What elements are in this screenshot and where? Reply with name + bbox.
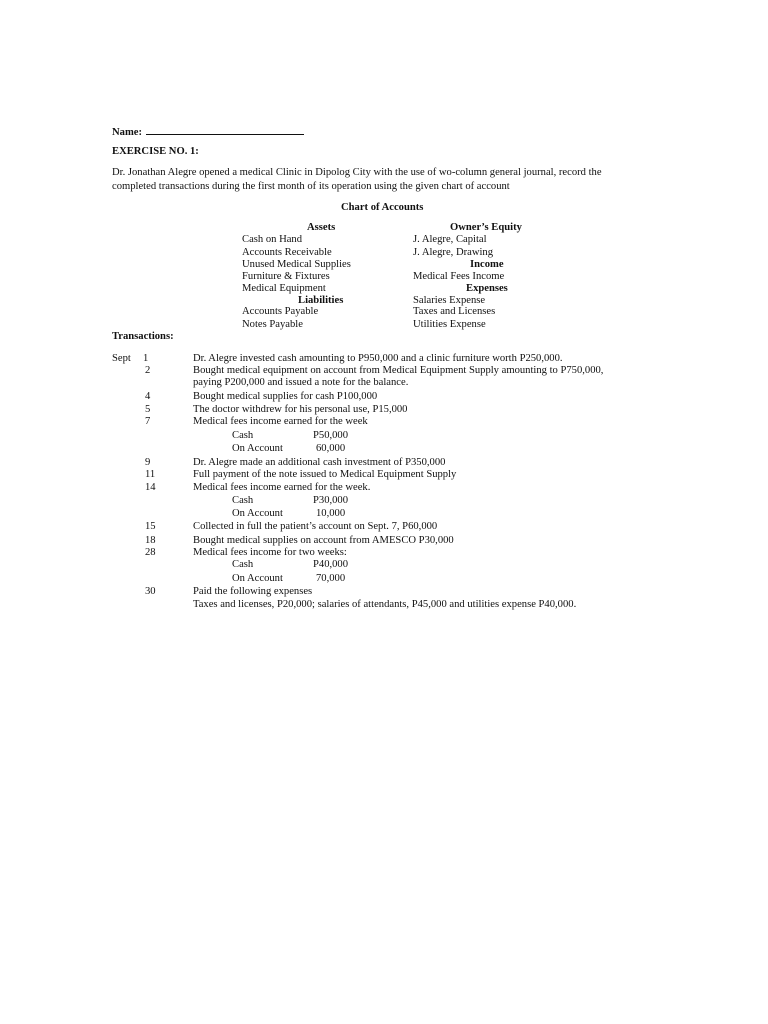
expense-item: Utilities Expense [413, 319, 486, 330]
exercise-title: EXERCISE NO. 1: [112, 146, 199, 157]
sub-amount: P50,000 [313, 430, 349, 441]
sub-label: Cash [232, 430, 254, 441]
transaction-text: Medical fees income for two weeks: [193, 547, 347, 558]
transaction-day: 2 [145, 365, 151, 376]
transaction-text: Dr. Alegre made an additional cash investment of P350,000 [193, 457, 446, 468]
liabilities-heading: Liabilities [298, 295, 344, 306]
transaction-text: paying P200,000 and issued a note for the balance. [193, 377, 409, 388]
transaction-text: Medical fees income earned for the week [193, 416, 368, 427]
transaction-day: 4 [145, 391, 151, 402]
sub-label: Cash [232, 495, 254, 506]
expense-item: Taxes and Licenses [413, 306, 496, 317]
transaction-text: Bought medical equipment on account from Medical Equipment Supply amounting to P750,000, [193, 365, 604, 376]
transaction-text: Paid the following expenses [193, 586, 313, 597]
equity-item: J. Alegre, Drawing [413, 247, 494, 258]
liability-item: Accounts Payable [242, 306, 319, 317]
name-label: Name: [112, 127, 143, 138]
transaction-text: Dr. Alegre invested cash amounting to P950,000 and a clinic furniture worth P250,000. [193, 353, 563, 364]
asset-item: Unused Medical Supplies [242, 259, 351, 270]
asset-item: Cash on Hand [242, 234, 303, 245]
sub-label: On Account [232, 508, 283, 519]
intro-line-1: Dr. Jonathan Alegre opened a medical Clinic in Dipolog City with the use of wo-column general journal, record the [112, 167, 602, 178]
sub-amount: P30,000 [313, 495, 349, 506]
transaction-text: Taxes and licenses, P20,000; salaries of attendants, P45,000 and utilities expense P40,000. [193, 599, 577, 610]
transaction-day: 1 [143, 353, 149, 364]
name-blank-line[interactable] [146, 125, 304, 135]
chart-title: Chart of Accounts [341, 202, 424, 213]
sub-amount: P40,000 [313, 559, 349, 570]
sub-label: Cash [232, 559, 254, 570]
sub-label: On Account [232, 443, 283, 454]
sub-label: On Account [232, 573, 283, 584]
transaction-day: 28 [145, 547, 156, 558]
asset-item: Accounts Receivable [242, 247, 332, 258]
transaction-day: 30 [145, 586, 156, 597]
name-field[interactable] [112, 125, 304, 139]
transaction-day: 14 [145, 482, 156, 493]
transaction-day: 15 [145, 521, 156, 532]
transaction-text: Full payment of the note issued to Medical Equipment Supply [193, 469, 457, 480]
income-heading: Income [470, 259, 504, 270]
sub-amount: 10,000 [316, 508, 346, 519]
asset-item: Medical Equipment [242, 283, 326, 294]
month-label: Sept [112, 353, 131, 364]
liability-item: Notes Payable [242, 319, 303, 330]
transaction-text: Collected in full the patient’s account on Sept. 7, P60,000 [193, 521, 438, 532]
expense-item: Salaries Expense [413, 295, 486, 306]
transaction-day: 9 [145, 457, 151, 468]
transactions-heading: Transactions: [112, 331, 174, 342]
equity-item: J. Alegre, Capital [413, 234, 487, 245]
transaction-text: Medical fees income earned for the week. [193, 482, 371, 493]
sub-amount: 60,000 [316, 443, 346, 454]
sub-amount: 70,000 [316, 573, 346, 584]
intro-line-2: completed transactions during the first month of its operation using the given chart of account [112, 181, 510, 192]
transaction-day: 7 [145, 416, 151, 427]
equity-heading: Owner’s Equity [450, 222, 522, 233]
transaction-day: 18 [145, 535, 156, 546]
transaction-text: The doctor withdrew for his personal use, P15,000 [193, 404, 408, 415]
transaction-text: Bought medical supplies on account from AMESCO P30,000 [193, 535, 454, 546]
transaction-text: Bought medical supplies for cash P100,000 [193, 391, 378, 402]
assets-heading: Assets [307, 222, 336, 233]
transaction-day: 5 [145, 404, 151, 415]
asset-item: Furniture & Fixtures [242, 271, 330, 282]
income-item: Medical Fees Income [413, 271, 505, 282]
expenses-heading: Expenses [466, 283, 508, 294]
transaction-day: 11 [145, 469, 156, 480]
